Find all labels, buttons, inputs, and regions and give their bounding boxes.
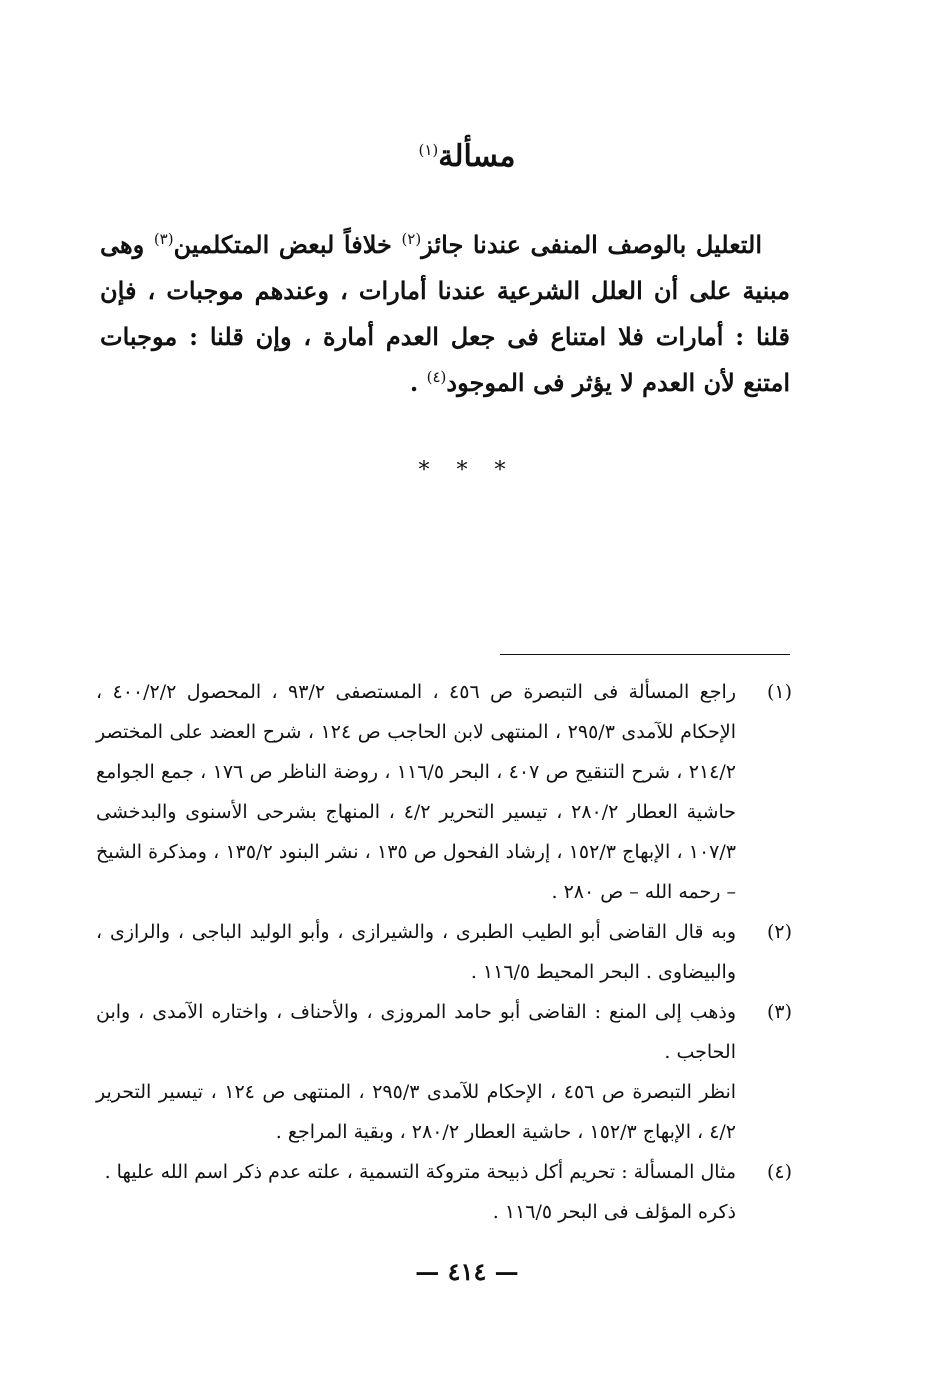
footnote-text xyxy=(96,912,736,992)
footnote-number: (٣) xyxy=(766,1001,792,1023)
paragraph-part-2: خلافاً لبعض المتكلمين xyxy=(173,230,402,259)
paragraph-part-3: وهى مبنية على أن العلل الشرعية عندنا أمارات ، وعندهم موجبات ، فإن قلنا : أمارات فلا امتناع فى جعل العدم أمارة ، وإن قلنا : موجبات امتنع لأن العدم لا يؤثر فى الموجود xyxy=(100,230,790,397)
paragraph xyxy=(100,222,790,406)
paragraph-part-1: التعليل بالوصف المنفى عندنا جائز xyxy=(421,230,762,259)
title-footnote-ref: (١) xyxy=(418,141,439,159)
title-text: مسألة xyxy=(438,139,516,174)
footnote-line: راجع المسألة فى التبصرة ص ٤٥٦ ، المستصفى ٩٣/٢ ، المحصول ٤٠٠/٢/٢ ، الإحكام للآمدى ٢٩٥/٣ ، المنتهى لابن الحاجب ص ١٢٤ ، شرح العضد على المختصر ٢١٤/٢ ، شرح التنقيح ص ٤٠٧ ، البحر ١١٦/٥ ، روضة الناظر ص ١٧٦ ، جمع الجوامع حاشية العطار ٢٨٠/٢ ، تيسير التحرير ٤/٢ ، المنهاج بشرحى الأسنوى والبدخشى ١٠٧/٣ ، الإبهاج ١٥٢/٣ ، إرشاد الفحول ص ١٣٥ ، نشر البنود ١٣٥/٢ ، ومذكرة الشيخ – رحمه الله – ص ٢٨٠ . xyxy=(96,681,737,903)
section-separator: * * * xyxy=(418,458,516,483)
footnote-ref-4: (٤) xyxy=(426,368,447,386)
footnote-line: وبه قال القاضى أبو الطيب الطبرى ، والشيرازى ، وأبو الوليد الباجى ، والرازى ، والبيضاوى . البحر المحيط ١١٦/٥ . xyxy=(96,921,736,983)
footnote-text xyxy=(96,1152,736,1232)
footnote-text xyxy=(96,672,736,912)
footnote-number: (٢) xyxy=(766,921,792,943)
main-paragraph xyxy=(100,222,790,406)
page-number: — ٤١٤ — xyxy=(415,1257,519,1286)
footnote-ref-3: (٣) xyxy=(153,230,174,248)
footnote-line: وذهب إلى المنع : القاضى أبو حامد المروزى ، والأحناف ، واختاره الآمدى ، وابن الحاجب . xyxy=(96,1001,736,1063)
footnote-divider xyxy=(500,654,790,655)
footnote-line: ذكره المؤلف فى البحر ١١٦/٥ . xyxy=(492,1201,736,1223)
footnote-text xyxy=(96,992,736,1152)
footnote-line: مثال المسألة : تحريم أكل ذبيحة متروكة التسمية ، علته عدم ذكر اسم الله عليها . xyxy=(104,1161,736,1183)
footnote-3 xyxy=(96,992,792,1152)
footnote-2 xyxy=(96,912,792,992)
paragraph-part-4: . xyxy=(409,368,427,397)
footnote-number: (٤) xyxy=(766,1161,792,1183)
page-title xyxy=(0,132,934,182)
footnote-line: انظر التبصرة ص ٤٥٦ ، الإحكام للآمدى ٢٩٥/٣ ، المنتهى ص ١٢٤ ، تيسير التحرير ٤/٢ ، الإبهاج ١٥٢/٣ ، حاشية العطار ٢٨٠/٢ ، وبقية المراجع . xyxy=(96,1081,737,1143)
footnote-ref-2: (٢) xyxy=(401,230,422,248)
footnote-number: (١) xyxy=(766,681,792,703)
footnote-4 xyxy=(96,1152,792,1232)
footnote-1 xyxy=(96,672,792,912)
footnotes xyxy=(96,672,792,1232)
